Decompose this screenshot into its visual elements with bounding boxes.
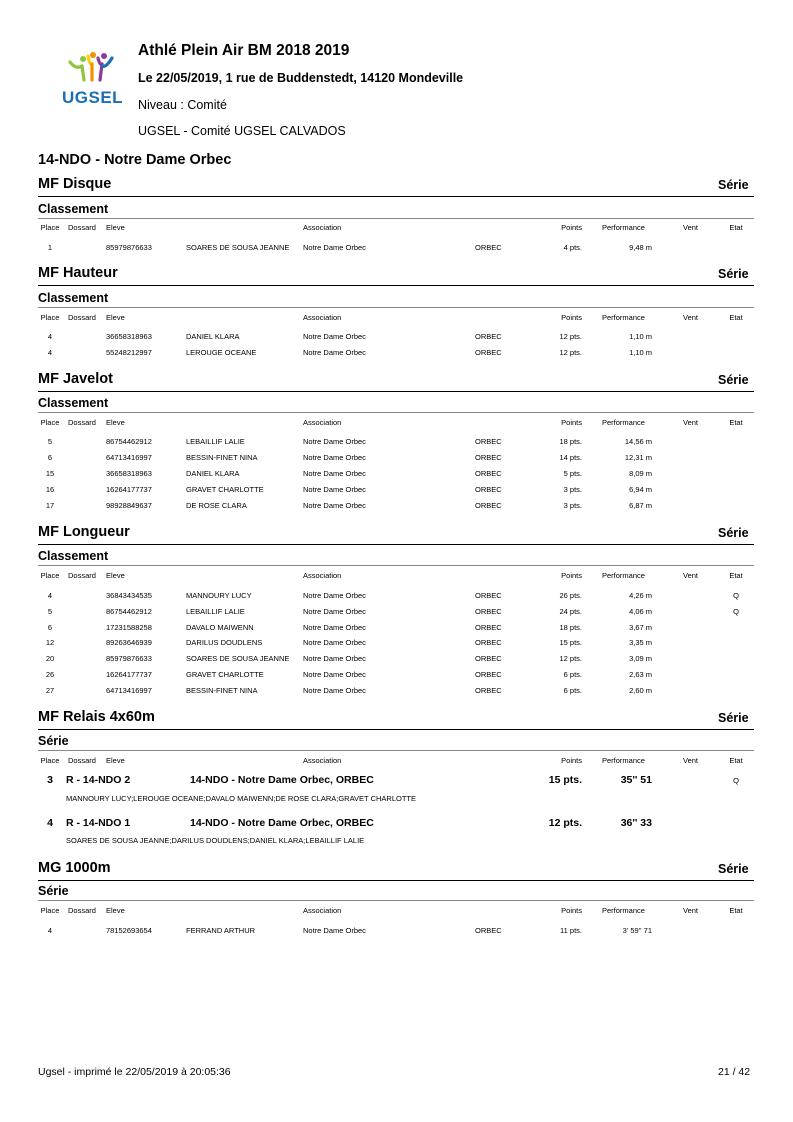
cell-association: Notre Dame Orbec — [303, 348, 366, 357]
logo-text: UGSEL — [62, 88, 124, 107]
cell-dossard: 64713416997 — [106, 686, 152, 695]
cell-place: 12 — [45, 638, 55, 647]
section-label: Classement — [38, 396, 109, 410]
cell-association: Notre Dame Orbec — [303, 654, 366, 663]
cell-dossard: 86754462912 — [106, 607, 152, 616]
cell-place: 6 — [47, 623, 53, 632]
event-title: MF Relais 4x60m — [38, 709, 155, 725]
cell-points: 12 pts. — [559, 654, 582, 663]
col-eleve: Eleve — [106, 313, 125, 322]
table-row — [0, 469, 793, 479]
cell-performance: 4,26 m — [629, 591, 652, 600]
table-row — [0, 453, 793, 463]
cell-name: FERRAND ARTHUR — [186, 926, 256, 935]
cell-etat: Q — [733, 591, 739, 600]
cell-dossard: 36658318963 — [106, 332, 152, 341]
cell-performance: 6,87 m — [629, 501, 652, 510]
col-etat: Etat — [729, 756, 743, 765]
col-association: Association — [303, 313, 342, 322]
cell-points: 15 pts. — [548, 774, 582, 786]
relay-row — [0, 774, 793, 788]
cell-dossard: 55248212997 — [106, 348, 152, 357]
cell-performance: 35'' 51 — [620, 774, 652, 786]
divider — [38, 900, 754, 901]
section-label: Classement — [38, 549, 109, 563]
col-place: Place — [40, 571, 60, 580]
cell-city: ORBEC — [475, 437, 502, 446]
cell-association: Notre Dame Orbec — [303, 686, 366, 695]
col-eleve: Eleve — [106, 571, 125, 580]
col-dossard: Dossard — [68, 571, 96, 580]
cell-city: ORBEC — [475, 638, 502, 647]
col-vent: Vent — [683, 756, 699, 765]
cell-name: LEBAILLIF LALIE — [186, 437, 245, 446]
event-serie-label: Série — [718, 373, 749, 387]
cell-performance: 9,48 m — [629, 243, 652, 252]
cell-name: SOARES DE SOUSA JEANNE — [186, 654, 290, 663]
col-association: Association — [303, 906, 342, 915]
cell-dossard: 16264177737 — [106, 485, 152, 494]
table-row — [0, 501, 793, 511]
cell-association: Notre Dame Orbec — [303, 591, 366, 600]
col-association: Association — [303, 223, 342, 232]
cell-dossard: 98928849637 — [106, 501, 152, 510]
cell-performance: 2,60 m — [629, 686, 652, 695]
col-place: Place — [40, 756, 60, 765]
cell-name: GRAVET CHARLOTTE — [186, 485, 264, 494]
cell-association: Notre Dame Orbec — [303, 623, 366, 632]
col-etat: Etat — [729, 223, 743, 232]
col-eleve: Eleve — [106, 906, 125, 915]
relay-members: SOARES DE SOUSA JEANNE;DARILUS DOUDLENS;DANIEL KLARA;LEBAILLIF LALIE — [66, 836, 365, 845]
footer-page-number: 21 / 42 — [718, 1066, 751, 1078]
cell-points: 12 pts. — [559, 332, 582, 341]
comite-label: UGSEL - Comité UGSEL CALVADOS — [138, 124, 346, 138]
cell-place: 5 — [47, 437, 53, 446]
cell-association: Notre Dame Orbec — [303, 332, 366, 341]
cell-place: 4 — [47, 348, 53, 357]
col-performance: Performance — [602, 223, 645, 232]
table-row — [0, 670, 793, 680]
section-label: Classement — [38, 202, 109, 216]
cell-dossard: 36658318963 — [106, 469, 152, 478]
cell-place: 4 — [47, 926, 53, 935]
col-vent: Vent — [683, 223, 699, 232]
col-dossard: Dossard — [68, 418, 96, 427]
col-performance: Performance — [602, 906, 645, 915]
event-title: MF Javelot — [38, 371, 113, 387]
cell-performance: 3,09 m — [629, 654, 652, 663]
col-association: Association — [303, 756, 342, 765]
cell-name: DANIEL KLARA — [186, 332, 240, 341]
table-row — [0, 638, 793, 648]
cell-name: DE ROSE CLARA — [186, 501, 247, 510]
cell-points: 4 pts. — [563, 243, 582, 252]
cell-association: Notre Dame Orbec — [303, 501, 366, 510]
cell-place: 16 — [45, 485, 55, 494]
cell-name: GRAVET CHARLOTTE — [186, 670, 264, 679]
cell-performance: 1,10 m — [629, 332, 652, 341]
col-place: Place — [40, 418, 60, 427]
divider — [38, 544, 754, 545]
table-row — [0, 591, 793, 601]
col-place: Place — [40, 906, 60, 915]
cell-place: 17 — [45, 501, 55, 510]
cell-place: 5 — [47, 607, 53, 616]
col-points: Points — [561, 906, 582, 915]
cell-association: Notre Dame Orbec — [303, 485, 366, 494]
cell-city: ORBEC — [475, 670, 502, 679]
relay-school: 14-NDO - Notre Dame Orbec, ORBEC — [190, 774, 374, 786]
event-date-location: Le 22/05/2019, 1 rue de Buddenstedt, 14120 Mondeville — [138, 71, 464, 85]
cell-dossard: 85979876633 — [106, 654, 152, 663]
cell-points: 3 pts. — [563, 485, 582, 494]
cell-name: DARILUS DOUDLENS — [186, 638, 263, 647]
cell-points: 14 pts. — [559, 453, 582, 462]
table-row — [0, 623, 793, 633]
col-points: Points — [561, 313, 582, 322]
cell-city: ORBEC — [475, 623, 502, 632]
table-row — [0, 243, 793, 253]
table-header — [0, 418, 793, 428]
cell-points: 3 pts. — [563, 501, 582, 510]
cell-place: 26 — [45, 670, 55, 679]
col-points: Points — [561, 756, 582, 765]
cell-place: 4 — [47, 817, 53, 829]
event-serie-label: Série — [718, 526, 749, 540]
col-etat: Etat — [729, 906, 743, 915]
cell-place: 27 — [45, 686, 55, 695]
cell-association: Notre Dame Orbec — [303, 926, 366, 935]
cell-performance: 36'' 33 — [620, 817, 652, 829]
divider — [38, 285, 754, 286]
cell-place: 4 — [47, 591, 53, 600]
cell-dossard: 89263646939 — [106, 638, 152, 647]
col-performance: Performance — [602, 313, 645, 322]
col-etat: Etat — [729, 418, 743, 427]
cell-city: ORBEC — [475, 332, 502, 341]
cell-points: 6 pts. — [563, 670, 582, 679]
cell-city: ORBEC — [475, 453, 502, 462]
cell-dossard: 64713416997 — [106, 453, 152, 462]
table-row — [0, 332, 793, 342]
cell-association: Notre Dame Orbec — [303, 453, 366, 462]
cell-performance: 3' 59'' 71 — [622, 926, 652, 935]
event-serie-label: Série — [718, 178, 749, 192]
cell-points: 11 pts. — [560, 926, 582, 935]
cell-city: ORBEC — [475, 686, 502, 695]
page-title: Athlé Plein Air BM 2018 2019 — [138, 42, 350, 59]
table-row — [0, 607, 793, 617]
col-dossard: Dossard — [68, 906, 96, 915]
event-serie-label: Série — [718, 862, 749, 876]
cell-dossard: 17231588258 — [106, 623, 152, 632]
divider — [38, 412, 754, 413]
cell-points: 26 pts. — [559, 591, 582, 600]
cell-city: ORBEC — [475, 501, 502, 510]
table-row — [0, 654, 793, 664]
col-place: Place — [40, 313, 60, 322]
cell-dossard: 86754462912 — [106, 437, 152, 446]
cell-performance: 14,56 m — [624, 437, 652, 446]
event-title: MG 1000m — [38, 860, 111, 876]
col-vent: Vent — [683, 906, 699, 915]
table-row — [0, 437, 793, 447]
col-vent: Vent — [683, 418, 699, 427]
event-title: MF Disque — [38, 176, 112, 192]
cell-points: 12 pts. — [548, 817, 582, 829]
event-title: MF Hauteur — [38, 265, 118, 281]
table-header — [0, 313, 793, 323]
table-row — [0, 485, 793, 495]
col-performance: Performance — [602, 571, 645, 580]
cell-points: 12 pts. — [559, 348, 582, 357]
cell-name: BESSIN-FINET NINA — [186, 686, 258, 695]
cell-place: 20 — [45, 654, 55, 663]
cell-place: 6 — [47, 453, 53, 462]
ugsel-logo — [62, 50, 126, 108]
divider — [38, 307, 754, 308]
cell-name: DAVALO MAIWENN — [186, 623, 254, 632]
cell-association: Notre Dame Orbec — [303, 607, 366, 616]
cell-performance: 3,67 m — [629, 623, 652, 632]
cell-name: BESSIN-FINET NINA — [186, 453, 258, 462]
cell-association: Notre Dame Orbec — [303, 243, 366, 252]
divider — [38, 196, 754, 197]
school-title: 14-NDO - Notre Dame Orbec — [38, 152, 232, 168]
cell-name: DANIEL KLARA — [186, 469, 240, 478]
divider — [38, 880, 754, 881]
table-row — [0, 348, 793, 358]
relay-school: 14-NDO - Notre Dame Orbec, ORBEC — [190, 817, 374, 829]
cell-performance: 8,09 m — [629, 469, 652, 478]
cell-place: 1 — [47, 243, 53, 252]
cell-association: Notre Dame Orbec — [303, 469, 366, 478]
cell-points: 5 pts. — [563, 469, 582, 478]
col-vent: Vent — [683, 571, 699, 580]
table-header — [0, 571, 793, 581]
col-dossard: Dossard — [68, 223, 96, 232]
divider — [38, 750, 754, 751]
cell-performance: 1,10 m — [629, 348, 652, 357]
cell-city: ORBEC — [475, 607, 502, 616]
cell-dossard: 78152693654 — [106, 926, 152, 935]
cell-place: 15 — [45, 469, 55, 478]
col-eleve: Eleve — [106, 418, 125, 427]
relay-members: MANNOURY LUCY;LEROUGE OCEANE;DAVALO MAIWENN;DE ROSE CLARA;GRAVET CHARLOTTE — [66, 794, 416, 803]
divider — [38, 218, 754, 219]
cell-association: Notre Dame Orbec — [303, 638, 366, 647]
cell-points: 6 pts. — [563, 686, 582, 695]
cell-name: LEBAILLIF LALIE — [186, 607, 245, 616]
event-title: MF Longueur — [38, 524, 130, 540]
col-eleve: Eleve — [106, 756, 125, 765]
cell-dossard: 85979876633 — [106, 243, 152, 252]
cell-performance: 3,35 m — [629, 638, 652, 647]
cell-performance: 6,94 m — [629, 485, 652, 494]
cell-points: 18 pts. — [559, 437, 582, 446]
cell-city: ORBEC — [475, 654, 502, 663]
col-performance: Performance — [602, 756, 645, 765]
table-row — [0, 686, 793, 696]
niveau-label: Niveau : Comité — [138, 98, 227, 112]
cell-name: LEROUGE OCEANE — [186, 348, 257, 357]
cell-performance: 4,06 m — [629, 607, 652, 616]
divider — [38, 391, 754, 392]
col-place: Place — [40, 223, 60, 232]
cell-city: ORBEC — [475, 926, 502, 935]
cell-etat: Q — [733, 776, 739, 785]
cell-dossard: 16264177737 — [106, 670, 152, 679]
cell-dossard: 36843434535 — [106, 591, 152, 600]
divider — [38, 729, 754, 730]
cell-place: 3 — [47, 774, 53, 786]
cell-points: 24 pts. — [559, 607, 582, 616]
col-association: Association — [303, 418, 342, 427]
col-etat: Etat — [729, 313, 743, 322]
col-dossard: Dossard — [68, 756, 96, 765]
cell-city: ORBEC — [475, 243, 502, 252]
col-eleve: Eleve — [106, 223, 125, 232]
cell-name: SOARES DE SOUSA JEANNE — [186, 243, 290, 252]
relay-row — [0, 817, 793, 831]
footer-printed-date: Ugsel - imprimé le 22/05/2019 à 20:05:36 — [38, 1066, 231, 1078]
table-header — [0, 906, 793, 916]
col-performance: Performance — [602, 418, 645, 427]
col-points: Points — [561, 571, 582, 580]
cell-performance: 2,63 m — [629, 670, 652, 679]
table-row — [0, 926, 793, 936]
relay-team: R - 14-NDO 1 — [66, 817, 131, 829]
table-header — [0, 756, 793, 766]
event-serie-label: Série — [718, 267, 749, 281]
cell-city: ORBEC — [475, 591, 502, 600]
divider — [38, 565, 754, 566]
col-points: Points — [561, 418, 582, 427]
cell-etat: Q — [733, 607, 739, 616]
table-header — [0, 223, 793, 233]
relay-team: R - 14-NDO 2 — [66, 774, 131, 786]
section-label: Série — [38, 734, 69, 748]
section-label: Classement — [38, 291, 109, 305]
cell-points: 15 pts. — [559, 638, 582, 647]
col-vent: Vent — [683, 313, 699, 322]
cell-city: ORBEC — [475, 348, 502, 357]
col-etat: Etat — [729, 571, 743, 580]
cell-points: 18 pts. — [559, 623, 582, 632]
cell-city: ORBEC — [475, 469, 502, 478]
section-label: Série — [38, 884, 69, 898]
cell-name: MANNOURY LUCY — [186, 591, 252, 600]
col-points: Points — [561, 223, 582, 232]
cell-association: Notre Dame Orbec — [303, 670, 366, 679]
cell-place: 4 — [47, 332, 53, 341]
cell-city: ORBEC — [475, 485, 502, 494]
event-serie-label: Série — [718, 711, 749, 725]
col-dossard: Dossard — [68, 313, 96, 322]
cell-association: Notre Dame Orbec — [303, 437, 366, 446]
cell-performance: 12,31 m — [624, 453, 652, 462]
col-association: Association — [303, 571, 342, 580]
